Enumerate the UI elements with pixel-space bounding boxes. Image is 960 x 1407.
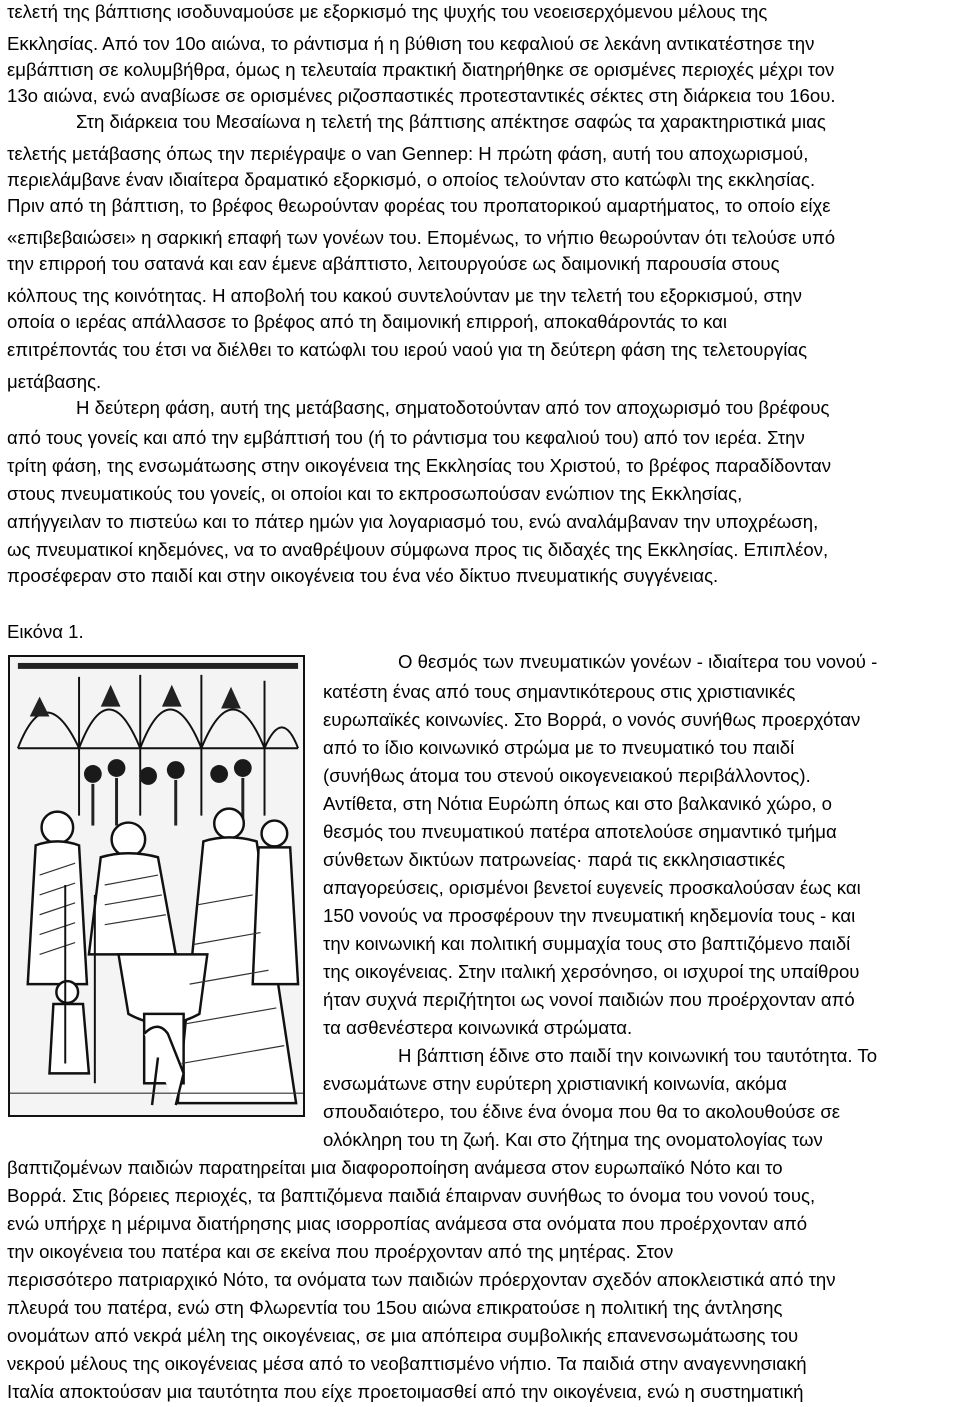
body-text-line: βαπτιζομένων παιδιών παρατηρείται μια διαφοροποίηση ανάμεσα στον ευρωπαϊκό Νότο και το — [7, 1157, 783, 1178]
body-text-line: εμβάπτιση σε κολυμβήθρα, όμως η τελευταία πρακτική διατηρήθηκε σε ορισμένες περιοχές μέχρι τον — [7, 59, 835, 80]
body-text-line: από το ίδιο κοινωνικό στρώμα με το πνευματικό του παιδί — [323, 737, 795, 758]
paragraph-first-line: Η βάπτιση έδινε στο παιδί την κοινωνική του ταυτότητα. Το — [398, 1045, 878, 1066]
body-text-line: 13ο αιώνα, ενώ αναβίωσε σε ορισμένες ριζοσπαστικές προτεσταντικές σέκτες στη διάρκεια του 16ου. — [7, 85, 836, 106]
body-text-line: τα ασθενέστερα κοινωνικά στρώματα. — [323, 1017, 633, 1038]
paragraph-first-line: Η δεύτερη φάση, αυτή της μετάβασης, σηματοδοτούνταν από τον αποχωρισμό του βρέφους — [76, 397, 830, 418]
body-text-line: νεκρού μέλους της οικογένειας μέσα από το νεοβαπτισμένο νήπιο. Τα παιδιά στην αναγεννησιακή — [7, 1353, 807, 1374]
body-text-line: σύνθετων δικτύων πατρωνείας· παρά τις εκκλησιαστικές — [323, 849, 786, 870]
body-text-line: την κοινωνική και πολιτική συμμαχία τους στο βαπτιζόμενο παιδί — [323, 933, 851, 954]
body-text-line: Ιταλία αποκτούσαν μια ταυτότητα που είχε προετοιμασθεί από την οικογένεια, ενώ η συστηματική — [7, 1381, 804, 1402]
body-text-line: απαγορεύσεις, ορισμένοι βενετοί ευγενείς προσκαλούσαν έως και — [323, 877, 861, 898]
body-text-line: ονομάτων από νεκρά μέλη της οικογένειας, σε μια απόπειρα συμβολικής επανενσωμάτωσης του — [7, 1325, 799, 1346]
body-text-line: τελετή της βάπτισης ισοδυναμούσε με εξορκισμό της ψυχής του νεοεισερχόμενου μέλους της — [7, 1, 768, 22]
body-text-line: (συνήθως άτομα του στενού οικογενειακού περιβάλλοντος). — [323, 765, 811, 786]
paragraph-first-line: Ο θεσμός των πνευματικών γονέων - ιδιαίτερα του νονού - — [398, 651, 878, 672]
body-text-line: Πριν από τη βάπτιση, το βρέφος θεωρούνταν φορέας του προπατορικού αμαρτήματος, το οποίο είχε — [7, 195, 831, 216]
body-text-line: ενώ υπήρχε η μέριμνα διατήρησης μιας ισορροπίας ανάμεσα στα ονόματα που προέρχονταν από — [7, 1213, 808, 1234]
body-text-line: θεσμός του πνευματικού πατέρα αποτελούσε σημαντικό τμήμα — [323, 821, 837, 842]
body-text-line: ήταν συχνά περιζήτητοι ως νονοί παιδιών που προέρχονταν από — [323, 989, 855, 1010]
body-text-line: επιτρέποντάς του έτσι να διέλθει το κατώφλι του ιερού ναού για τη δεύτερη φάση της τελετουργίας — [7, 339, 808, 360]
figure-caption: Εικόνα 1. — [7, 621, 84, 642]
body-text-line: 150 νονούς να προσφέρουν την πνευματική κηδεμονία τους - και — [323, 905, 856, 926]
figure-1-image — [8, 655, 305, 1117]
body-text-line: περισσότερο πατριαρχικό Νότο, τα ονόματα των παιδιών πρόερχονταν σχεδόν αποκλειστικά από την — [7, 1269, 836, 1290]
body-text-line: τρίτη φάση, της ενσωμάτωσης στην οικογένεια της Εκκλησίας του Χριστού, το βρέφος παραδίδονταν — [7, 455, 832, 476]
body-text-line: από τους γονείς και από την εμβάπτισή του (ή το ράντισμα του κεφαλιού του) από τον ιερέα. Στην — [7, 427, 805, 448]
body-text-line: Βορρά. Στις βόρειες περιοχές, τα βαπτιζόμενα παιδιά έπαιρναν συνήθως το όνομα του νονού τους, — [7, 1185, 816, 1206]
body-text-line: ενσωμάτωνε στην ευρύτερη χριστιανική κοινωνία, ακόμα — [323, 1073, 787, 1094]
body-text-line: σπουδαιότερο, του έδινε ένα όνομα που θα το ακολουθούσε σε — [323, 1101, 841, 1122]
body-text-line: «επιβεβαιώσει» η σαρκική επαφή των γονέων του. Επομένως, το νήπιο θεωρούνταν ότι τελούσε υπό — [7, 227, 836, 248]
body-text-line: κατέστη ένας από τους σημαντικότερους στις χριστιανικές — [323, 681, 796, 702]
body-text-line: στους πνευματικούς του γονείς, οι οποίοι και το εκπροσωπούσαν ενώπιον της Εκκλησίας, — [7, 483, 743, 504]
body-text-line: οποία ο ιερέας απάλλασσε το βρέφος από τη δαιμονική επιρροή, αποκαθάροντάς το και — [7, 311, 728, 332]
body-text-line: πλευρά του πατέρα, ενώ στη Φλωρεντία του 15ου αιώνα επικρατούσε η πολιτική της άντλησης — [7, 1297, 783, 1318]
body-text-line: την οικογένεια του πατέρα και σε εκείνα που προέρχονταν από της μητέρας. Στον — [7, 1241, 674, 1262]
paragraph-first-line: Στη διάρκεια του Μεσαίωνα η τελετή της βάπτισης απέκτησε σαφώς τα χαρακτηριστικά μιας — [76, 111, 826, 132]
body-text-line: την επιρροή του σατανά και εαν έμενε αβάπτιστο, λειτουργούσε ως δαιμονική παρουσία στους — [7, 253, 780, 274]
body-text-line: Εκκλησίας. Από τον 10ο αιώνα, το ράντισμα ή η βύθιση του κεφαλιού σε λεκάνη αντικατέστησε την — [7, 33, 815, 54]
body-text-line: ευρωπαϊκές κοινωνίες. Στο Βορρά, ο νονός συνήθως προερχόταν — [323, 709, 861, 730]
body-text-line: περιελάμβανε έναν ιδιαίτερα δραματικό εξορκισμό, ο οποίος τελούνταν στο κατώφλι της εκκλησίας. — [7, 169, 816, 190]
body-text-line: της οικογένειας. Στην ιταλική χερσόνησο, οι ισχυροί της υπαίθρου — [323, 961, 860, 982]
body-text-line: μετάβασης. — [7, 371, 102, 392]
body-text-line: τελετής μετάβασης όπως την περιέγραψε ο van Gennep: Η πρώτη φάση, αυτή του αποχωρισμού, — [7, 143, 809, 164]
body-text-line: απήγγειλαν το πιστεύω και το πάτερ ημών για λογαριασμό του, ενώ αναλάμβαναν την υποχρέωση, — [7, 511, 819, 532]
body-text-line: κόλπους της κοινότητας. Η αποβολή του κακού συντελούνταν με την τελετή του εξορκισμού, στην — [7, 285, 802, 306]
body-text-line: ως πνευματικοί κηδεμόνες, να το αναθρέψουν σύμφωνα προς τις διδαχές της Εκκλησίας. Επιπλέον, — [7, 539, 829, 560]
body-text-line: προσέφεραν στο παιδί και στην οικογένεια του ένα νέο δίκτυο πνευματικής συγγένειας. — [7, 565, 719, 586]
body-text-line: ολόκληρη του τη ζωή. Και στο ζήτημα της ονοματολογίας των — [323, 1129, 823, 1150]
body-text-line: Αντίθετα, στη Νότια Ευρώπη όπως και στο βαλκανικό χώρο, ο — [323, 793, 832, 814]
woodcut-baptism-illustration — [10, 657, 303, 1115]
